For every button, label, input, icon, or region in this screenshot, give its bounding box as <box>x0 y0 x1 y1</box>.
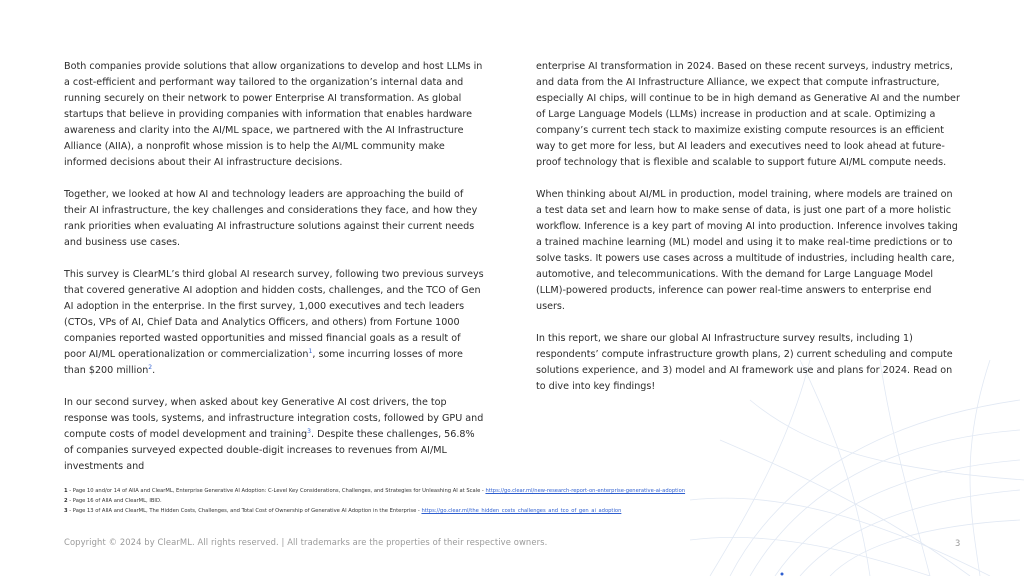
paragraph: enterprise AI transformation in 2024. Based on these recent surveys, industry metrics, and data from the AI Infrastructure Alliance, we expect that compute infrastructure, especially AI chips, will continue to be in high demand as Generative AI and the number of Large Language Models (LLMs) increase in production and at scale. Optimizing a company’s current tech stack to maximize existing compute resources is an efficient way to get more for less, but AI leaders and executives need to look ahead at future-proof technology that is flexible and scalable to support future AI/ML compute needs. <box>536 61 960 168</box>
footnote-2: 2 - Page 16 of AIIA and ClearML, IBID. <box>64 498 162 504</box>
footnote-ref-1[interactable]: 1 <box>308 347 313 355</box>
left-column <box>64 59 484 475</box>
paragraph-survey-intro: This survey is ClearML’s third global AI research survey, following two previous surveys that covered generative AI adoption and hidden costs, challenges, and the TCO of Gen AI adoption in the enterprise. In the first survey, 1,000 executives and tech leaders (CTOs, VPs of AI, Chief Data and Analytics Officers, and others) from Fortune 1000 companies reported wasted opportunities and missed financial goals as a result of poor AI/ML operationalization or commercialization$^1$, some incurring losses of more than $200 million$^2$. <box>64 269 484 376</box>
accent-dot <box>781 573 784 576</box>
paragraph: In this report, we share our global AI Infrastructure survey results, including 1) respondents’ compute infrastructure growth plans, 2) current scheduling and compute solutions experience, and 3) model and AI framework use and plans for 2024. Read on to dive into key findings! <box>536 333 953 392</box>
paragraph: Together, we looked at how AI and technology leaders are approaching the build of their AI infrastructure, the key challenges and considerations they face, and how they rank priorities when evaluating AI infrastructure solutions against their current needs and business use cases. <box>64 189 478 248</box>
page-number: 3 <box>955 538 961 548</box>
footnote-ref-3[interactable]: 3 <box>307 427 311 435</box>
footnotes <box>64 486 964 516</box>
paragraph: Both companies provide solutions that allow organizations to develop and host LLMs in a cost-efficient and performant way tailored to the organization’s internal data and running securely on their network to power Enterprise AI transformation. As global startups that believe in providing companies with information that enables hardware awareness and clarity into the AI/ML space, we partnered with the AI Infrastructure Alliance (AIIA), a nonprofit whose mission is to help the AI/ML community make informed decisions about their AI infrastructure decisions. <box>64 61 483 168</box>
footnote-ref-2[interactable]: 2 <box>148 363 153 371</box>
footnote-3: 3 - Page 13 of AIIA and ClearML, The Hidden Costs, Challenges, and Total Cost of Ownership of Generative AI Adoption in the Enterprise - https://go.clear.ml/the_hidden_costs_challenges_and_tco_of_gen_ai_adoption <box>64 508 622 514</box>
paragraph: When thinking about AI/ML in production, model training, where models are trained on a test data set and learn how to make sense of data, is just one part of a more holistic workflow. Inference is a key part of moving AI into production. Inference involves taking a trained machine learning (ML) model and using it to make real-time predictions or to solve tasks. It powers use cases across a multitude of industries, including health care, automotive, and telecommunications. With the demand for Large Language Model (LLM)-powered products, inference can power real-time answers to enterprise end users. <box>536 189 958 312</box>
footnote-link[interactable]: https://go.clear.ml/the_hidden_costs_challenges_and_tco_of_gen_ai_adoption <box>421 508 622 514</box>
right-column <box>536 59 960 395</box>
footnote-1: 1 - Page 10 and/or 14 of AIIA and ClearML, Enterprise Generative AI Adoption: C-Level Key Considerations, Challenges, and Strategies for Unleashing AI at Scale - https://go.clear.ml/new-research-report-on-enterprise-generative-ai-adoption <box>64 488 686 494</box>
paragraph-second-survey: In our second survey, when asked about key Generative AI cost drivers, the top response was tools, systems, and infrastructure integration costs, followed by GPU and compute costs of model development and training$^3$. Despite these challenges, 56.8% of companies surveyed expected double-digit increases to revenues from AI/ML investments and <box>64 397 484 472</box>
footnote-link[interactable]: https://go.clear.ml/new-research-report-on-enterprise-generative-ai-adoption <box>485 488 686 494</box>
copyright-footer: Copyright © 2024 by ClearML. All rights reserved. | All trademarks are the properties of their respective owners. <box>64 537 548 547</box>
